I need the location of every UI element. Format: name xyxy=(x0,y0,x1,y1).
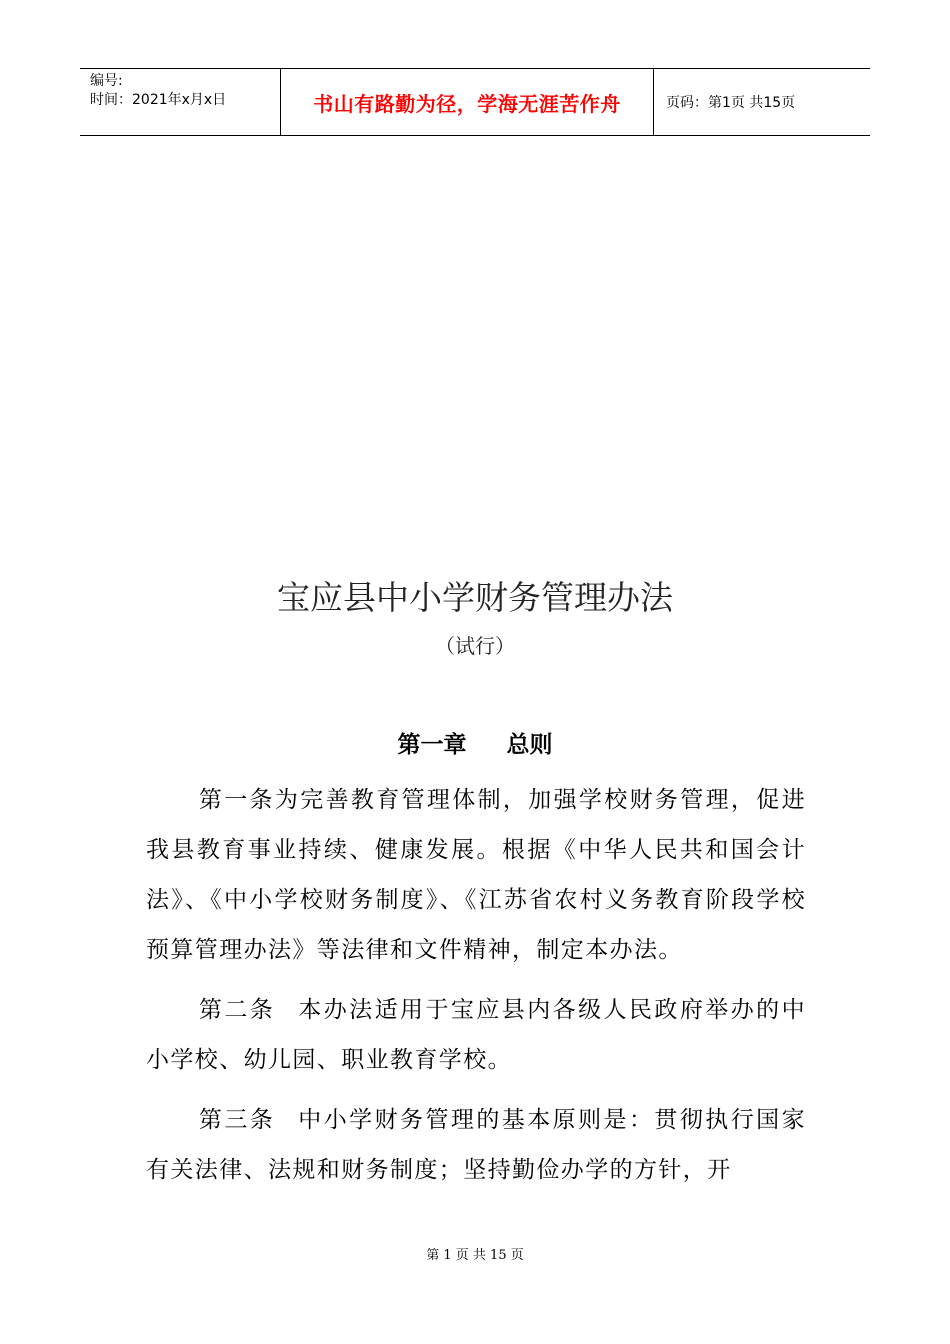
document-title: 宝应县中小学财务管理办法 xyxy=(277,578,673,617)
article-paragraph xyxy=(146,1095,806,1195)
chapter-heading xyxy=(0,728,950,762)
header-page-cell xyxy=(654,69,870,135)
article-text: 本办法适用于宝应县内各级人民政府举办的中小学校、幼儿园、职业教育学校。 xyxy=(146,997,807,1073)
time-label: 时间：2021年x月x日 xyxy=(90,92,227,108)
article-paragraph xyxy=(146,775,806,975)
document-body xyxy=(146,775,806,1205)
page-footer: 第 1 页 共 15 页 xyxy=(426,1248,524,1263)
article-label: 第一条 xyxy=(198,787,275,813)
article-label: 第二条 xyxy=(198,997,276,1023)
header-meta-cell xyxy=(80,69,281,135)
article-text: 为完善教育管理体制，加强学校财务管理，促进我县教育事业持续、健康发展。根据《中华人民共和国会计法》、《中小学校财务制度》、《江苏省农村义务教育阶段学校预算管理办法》等法律和文件精神，制定本办法。 xyxy=(146,787,807,963)
number-label: 编号: xyxy=(90,73,123,89)
article-text: 中小学财务管理的基本原则是：贯彻执行国家有关法律、法规和财务制度；坚持勤俭办学的方针，开 xyxy=(146,1107,807,1183)
header-page-label: 页码：第1页 共15页 xyxy=(666,95,796,111)
header-motto-cell xyxy=(281,69,654,135)
article-paragraph xyxy=(146,985,806,1085)
chapter-number: 第一章 xyxy=(397,732,467,758)
document-subtitle: （试行） xyxy=(435,634,515,658)
article-label: 第三条 xyxy=(198,1107,276,1133)
page-header-table xyxy=(80,68,870,136)
chapter-name: 总则 xyxy=(506,732,553,758)
motto-text: 书山有路勤为径，学海无涯苦作舟 xyxy=(313,91,621,116)
